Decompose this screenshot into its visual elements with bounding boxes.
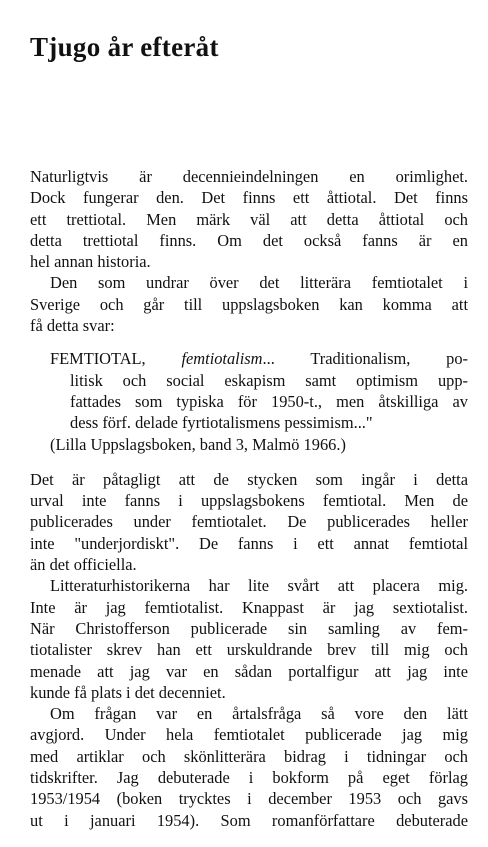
text-line: inte "underjordiskt". De fanns i ett annat femtiotal — [30, 533, 468, 553]
text-line: än det officiella. — [30, 555, 137, 575]
paragraph-5 — [30, 703, 468, 831]
quote-line: litisk och social eskapism samt optimism upp- — [70, 370, 468, 390]
quote-line: dess förf. delade fyrtiotalismens pessimism..." — [70, 413, 373, 433]
quote-headword: FEMTIOTAL, — [50, 349, 146, 369]
text-line: Det är påtagligt att de stycken som ingår i detta — [30, 469, 468, 489]
text-line: Sverige och går till uppslagsboken kan komma att — [30, 294, 468, 314]
text-line: urval inte fanns i uppslagsbokens femtiotal. Men de — [30, 491, 468, 511]
quote-line: fattades som typiska för 1950-t., men åtskilliga av — [70, 391, 468, 411]
quote-source: (Lilla Uppslagsboken, band 3, Malmö 1966.) — [50, 434, 346, 454]
quote-head-rest: ... Traditionalism, po- — [262, 349, 468, 369]
text-line: tiotalister skrev han ett urskuldrande brev till mig och — [30, 640, 468, 660]
paragraph-3 — [30, 469, 468, 575]
text-line: tidskrifter. Jag debuterade i bokform på eget förlag — [30, 768, 468, 788]
text-line: Den som undrar över det litterära femtiotalet i — [50, 273, 468, 293]
text-line: ett trettiotal. Men märk väl att detta åttiotal och — [30, 209, 468, 229]
block-quote — [50, 348, 468, 454]
text-line: menade att jag var en sådan portalfigur att jag inte — [30, 661, 468, 681]
text-line: Om frågan var en årtalsfråga så vore den lätt — [50, 704, 468, 724]
text-line: Inte är jag femtiotalist. Knappast är jag sextiotalist. — [30, 597, 468, 617]
text-line: 1953/1954 (boken trycktes i december 1953 och gavs — [30, 789, 468, 809]
text-line: Naturligtvis är decennieindelningen en orimlighet. — [30, 167, 468, 186]
text-line: Litteraturhistorikerna har lite svårt att placera mig. — [50, 576, 468, 596]
paragraph-4 — [30, 575, 468, 703]
text-line: detta trettiotal finns. Om det också fanns är en — [30, 230, 468, 250]
text-line: kunde få plats i det decenniet. — [30, 682, 226, 702]
paragraph-2 — [30, 272, 468, 336]
text-line: ut i januari 1954). Som romanförfattare debuterade — [30, 810, 468, 830]
text-line: publicerades under femtiotalet. De publicerades heller — [30, 512, 468, 532]
text-line: med artiklar och skönlitterära bidrag i tidningar och — [30, 746, 468, 766]
paragraph-1 — [30, 166, 468, 272]
body-text — [30, 166, 468, 831]
text-line: Dock fungerar den. Det finns ett åttiotal. Det finns — [30, 188, 468, 208]
text-line: När Christofferson publicerade sin samling av fem- — [30, 618, 468, 638]
text-line: avgjord. Under hela femtiotalet publicerade jag mig — [30, 725, 468, 745]
text-line: få detta svar: — [30, 316, 115, 336]
quote-first-line — [50, 348, 468, 369]
quote-headword-italic: femtiotalism — [181, 349, 263, 369]
page-title: Tjugo år efteråt — [30, 32, 219, 62]
text-line: hel annan historia. — [30, 252, 151, 272]
